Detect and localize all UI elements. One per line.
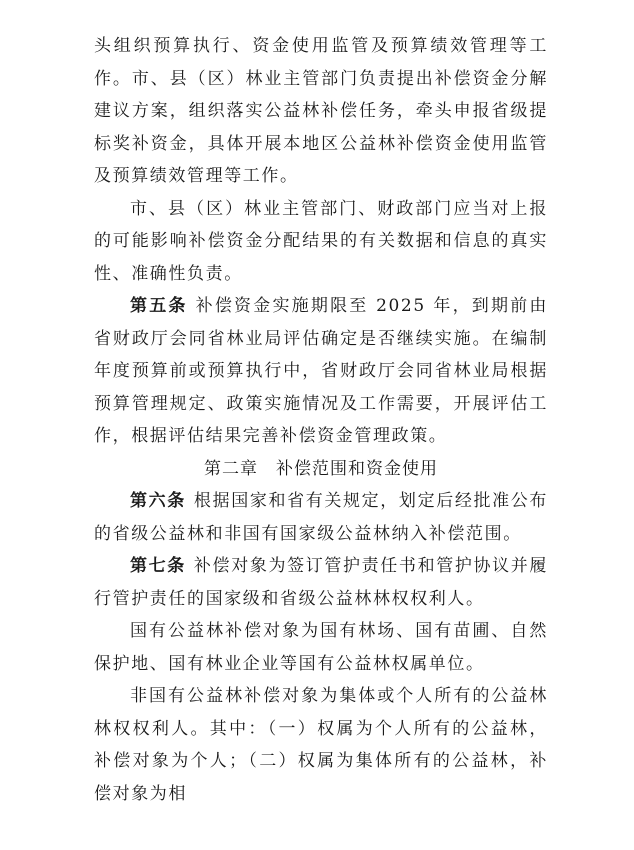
paragraph-2: 市、县（区）林业主管部门、财政部门应当对上报的可能影响补偿资金分配结果的有关数据和信息的真实性、准确性负责。 bbox=[94, 198, 548, 284]
article-7 bbox=[94, 550, 548, 615]
article-6 bbox=[94, 485, 548, 550]
article-5-text: 补偿资金实施期限至 2025 年，到期前由省财政厅会同省林业局评估确定是否继续实施。在编制年度预算前或预算执行中，省财政厅会同省林业局根据预算管理规定、政策实施情况及工作需要，开展评估工作，根据评估结果完善补偿资金管理政策。 bbox=[94, 296, 548, 446]
article-5 bbox=[94, 290, 548, 453]
article-6-text: 根据国家和省有关规定，划定后经批准公布的省级公益林和非国有国家级公益林纳入补偿范围。 bbox=[94, 491, 548, 544]
article-7-text: 补偿对象为签订管护责任书和管护协议并履行管护责任的国家级和省级公益林林权权利人。 bbox=[94, 556, 548, 609]
article-5-label: 第五条 bbox=[130, 296, 188, 316]
paragraph-state-owned: 国有公益林补偿对象为国有林场、国有苗圃、自然保护地、国有林业企业等国有公益林权属单位。 bbox=[94, 621, 548, 674]
paragraph-non-state-owned: 非国有公益林补偿对象为集体或个人所有的公益林林权权利人。其中：（一）权属为个人所有的公益林，补偿对象为个人；（二）权属为集体所有的公益林，补偿对象为相 bbox=[94, 686, 548, 804]
article-6-label: 第六条 bbox=[130, 491, 186, 511]
paragraph-1: 头组织预算执行、资金使用监管及预算绩效管理等工作。市、县（区）林业主管部门负责提出补偿资金分解建议方案，组织落实公益林补偿任务，牵头申报省级提标奖补资金，具体开展本地区公益林补偿资金使用监管及预算绩效管理等工作。 bbox=[94, 36, 548, 186]
article-7-label: 第七条 bbox=[130, 556, 186, 576]
chapter-heading: 第二章 补偿范围和资金使用 bbox=[204, 458, 438, 479]
